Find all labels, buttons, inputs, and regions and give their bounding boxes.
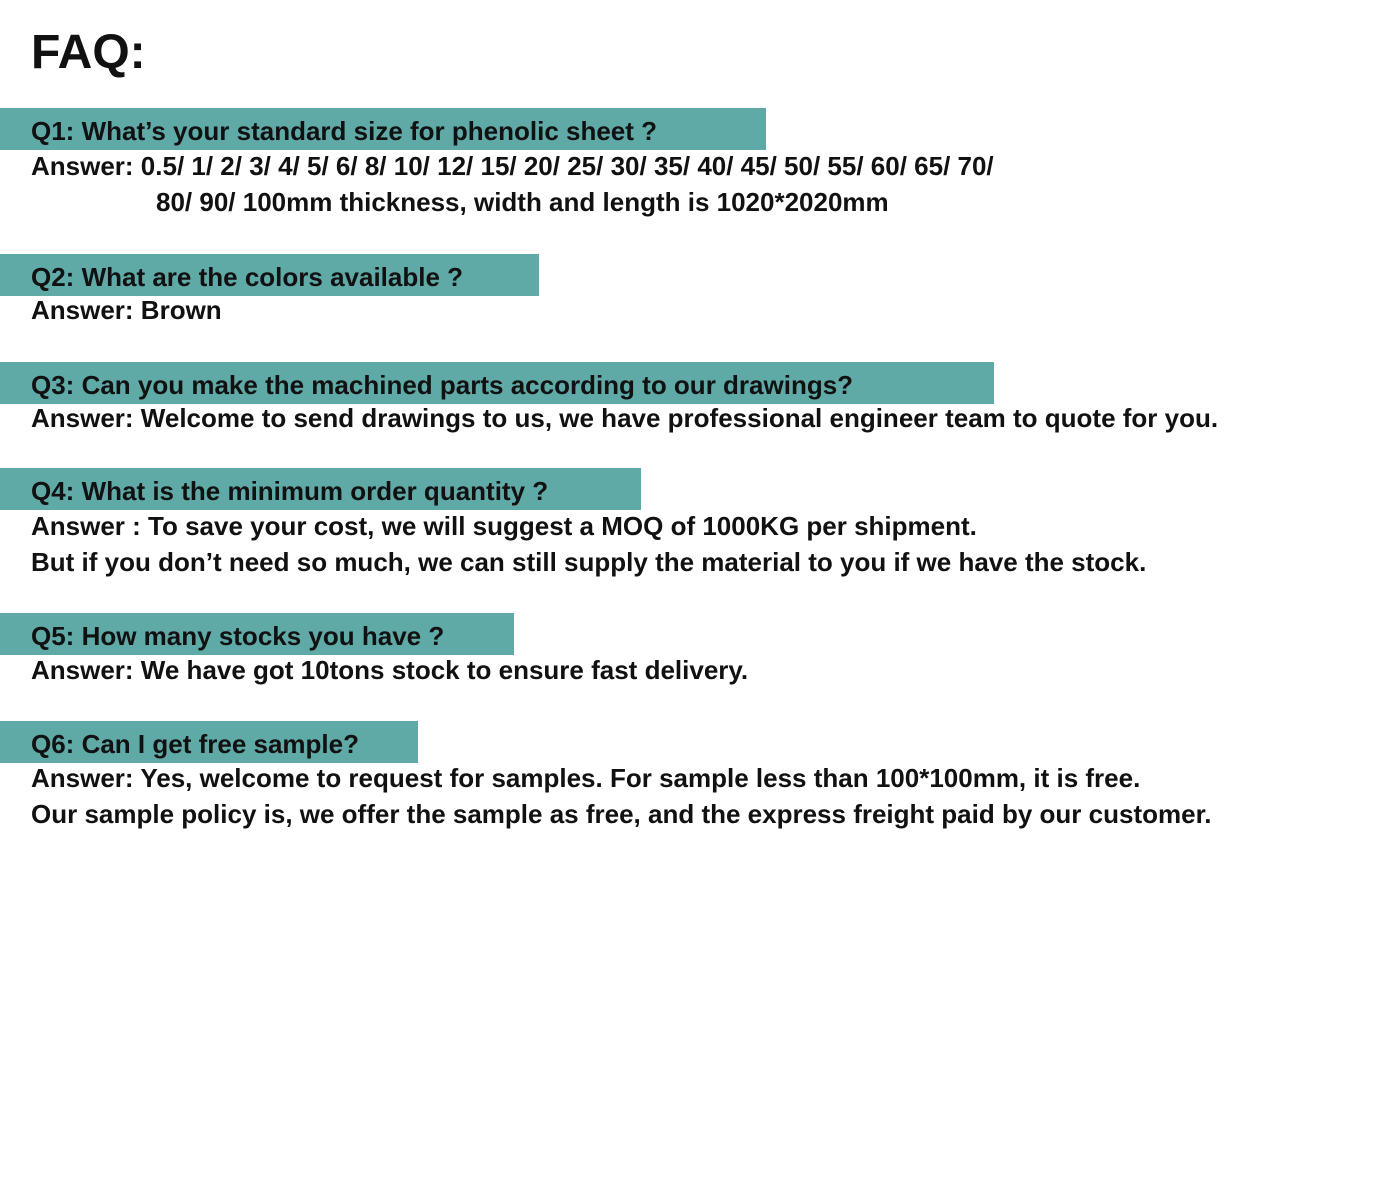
page-title: FAQ:: [31, 26, 146, 79]
faq-question-4: Q4: What is the minimum order quantity ?: [0, 468, 641, 510]
faq-answer-2-line-1: Answer: Brown: [31, 295, 222, 325]
faq-question-1: Q1: What’s your standard size for phenolic sheet ?: [0, 108, 766, 150]
faq-answer-1-line-1: Answer: 0.5/ 1/ 2/ 3/ 4/ 5/ 6/ 8/ 10/ 12/ 15/ 20/ 25/ 30/ 35/ 40/ 45/ 50/ 55/ 60/ 65/ 70/: [31, 151, 994, 181]
faq-answer-6-line-1: Answer: Yes, welcome to request for samples. For sample less than 100*100mm, it is free.: [31, 763, 1141, 793]
faq-question-6: Q6: Can I get free sample?: [0, 721, 418, 763]
faq-answer-4-line-1: Answer : To save your cost, we will suggest a MOQ of 1000KG per shipment.: [31, 511, 977, 541]
faq-answer-4-line-2: But if you don’t need so much, we can still supply the material to you if we have the stock.: [31, 547, 1147, 577]
faq-question-5: Q5: How many stocks you have ?: [0, 613, 514, 655]
faq-answer-6-line-2: Our sample policy is, we offer the sample as free, and the express freight paid by our customer.: [31, 799, 1212, 829]
faq-question-2: Q2: What are the colors available ?: [0, 254, 539, 296]
faq-answer-5-line-1: Answer: We have got 10tons stock to ensure fast delivery.: [31, 655, 749, 685]
faq-question-3: Q3: Can you make the machined parts according to our drawings?: [0, 362, 994, 404]
faq-answer-1-line-2: 80/ 90/ 100mm thickness, width and length is 1020*2020mm: [156, 187, 889, 217]
faq-answer-3-line-1: Answer: Welcome to send drawings to us, we have professional engineer team to quote for you.: [31, 403, 1219, 433]
